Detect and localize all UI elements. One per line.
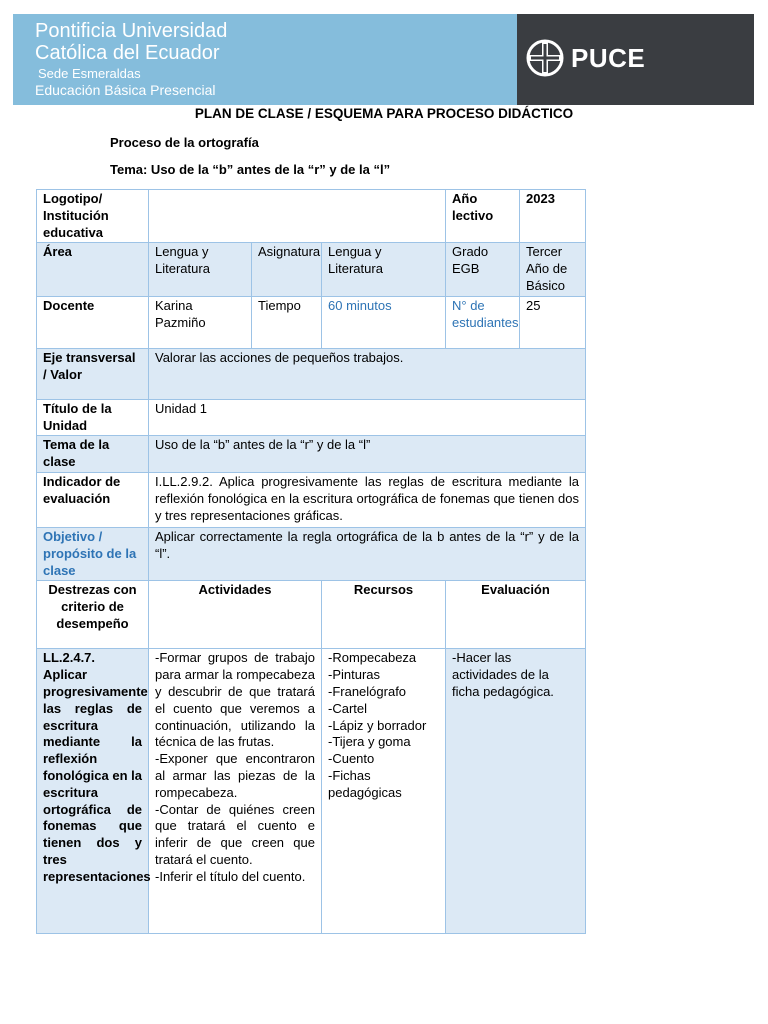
puce-logo <box>525 38 645 78</box>
recurso-item: -Tijera y goma <box>328 734 411 750</box>
education-label: Educación Básica Presencial <box>35 82 216 98</box>
area-value: Lengua y Literatura <box>149 243 252 296</box>
anio-label: Año lectivo <box>446 190 520 243</box>
puce-cross-icon <box>525 38 565 78</box>
actividad-item: -Inferir el título del cuento. <box>155 868 306 884</box>
table-row <box>37 348 586 399</box>
actividad-item: -Exponer que encontraron al armar las piezas de la rompecabeza. <box>155 751 315 800</box>
logotipo-value <box>149 190 446 243</box>
proceso-heading: Proceso de la ortografía <box>110 135 259 150</box>
eje-label: Eje transversal / Valor <box>37 348 149 399</box>
docente-value: Karina Pazmiño <box>149 296 252 348</box>
recurso-item: -Cuento <box>328 751 375 767</box>
titulo-value: Unidad 1 <box>149 399 586 436</box>
indicador-value: I.LL.2.9.2. Aplica progresivamente las reglas de escritura mediante la reflexión fonológica en la escritura ortográfica de fonemas que tienen dos y tres representaciones gráficas. <box>149 472 586 527</box>
header-banner <box>13 14 754 105</box>
tiempo-label: Tiempo <box>252 296 322 348</box>
destrezas-header: Destrezas con criterio de desempeño <box>37 581 149 649</box>
recurso-item: -Fichas pedagógicas <box>328 767 402 800</box>
actividad-item: -Contar de quiénes creen que tratará el cuento e inferir de que creen que tratará el cuento. <box>155 801 315 867</box>
sede-label: Sede Esmeraldas <box>38 66 141 81</box>
puce-logo-text: PUCE <box>571 42 646 73</box>
table-row <box>37 399 586 436</box>
recurso-item: -Franelógrafo <box>328 683 407 699</box>
table-row <box>37 649 586 934</box>
table-row <box>37 527 586 580</box>
estudiantes-value: 25 <box>520 296 586 348</box>
recursos-cell <box>322 649 446 934</box>
objetivo-label: Objetivo / propósito de la clase <box>37 527 149 580</box>
actividad-item: -Formar grupos de trabajo para armar la rompecabeza y descubrir de que tratará el cuento que veremos a continuación, utilizando la técnica de las frutas. <box>155 650 315 750</box>
evaluacion-header: Evaluación <box>446 581 586 649</box>
table-row <box>37 190 586 243</box>
grado-value: Tercer Año de Básico <box>520 243 586 296</box>
actividades-cell <box>149 649 322 934</box>
tema-clase-label: Tema de la clase <box>37 436 149 473</box>
table-row <box>37 296 586 348</box>
recursos-header: Recursos <box>322 581 446 649</box>
header-right-panel <box>517 14 754 105</box>
grado-label: Grado EGB <box>446 243 520 296</box>
recurso-item: -Rompecabeza <box>328 650 417 666</box>
objetivo-value: Aplicar correctamente la regla ortográfica de la b antes de la “r” y de la “l”. <box>149 527 586 580</box>
evaluacion-value: -Hacer las actividades de la ficha pedagógica. <box>446 649 586 934</box>
lesson-plan-table <box>36 189 586 934</box>
recurso-item: -Pinturas <box>328 667 381 683</box>
docente-label: Docente <box>37 296 149 348</box>
table-row <box>37 581 586 649</box>
document-title: PLAN DE CLASE / ESQUEMA PARA PROCESO DIDÁCTICO <box>194 106 574 121</box>
recurso-item: -Lápiz y borrador <box>328 717 427 733</box>
actividades-header: Actividades <box>149 581 322 649</box>
asignatura-value: Lengua y Literatura <box>322 243 446 296</box>
university-name-line1: Pontificia Universidad <box>35 20 228 42</box>
indicador-label: Indicador de evaluación <box>37 472 149 527</box>
destreza-value: LL.2.4.7. Aplicar progresivamente las reglas de escritura mediante la reflexión fonológica en la escritura ortográfica de fonemas que tienen dos y tres representaciones <box>37 649 149 934</box>
tema-clase-value: Uso de la “b” antes de la “r” y de la “l” <box>149 436 586 473</box>
area-label: Área <box>37 243 149 296</box>
asignatura-label: Asignatura <box>252 243 322 296</box>
university-name-line2: Católica del Ecuador <box>35 42 220 64</box>
table-row <box>37 436 586 473</box>
recurso-item: -Cartel <box>328 700 368 716</box>
titulo-label: Título de la Unidad <box>37 399 149 436</box>
table-row <box>37 243 586 296</box>
tema-heading: Tema: Uso de la “b” antes de la “r” y de la “l” <box>110 162 391 177</box>
logotipo-label: Logotipo/ Institución educativa <box>37 190 149 243</box>
anio-value: 2023 <box>520 190 586 243</box>
estudiantes-label: N° de estudiantes <box>446 296 520 348</box>
header-left-panel <box>13 14 517 105</box>
tiempo-value: 60 minutos <box>322 296 446 348</box>
eje-value: Valorar las acciones de pequeños trabajos. <box>149 348 586 399</box>
table-row <box>37 472 586 527</box>
